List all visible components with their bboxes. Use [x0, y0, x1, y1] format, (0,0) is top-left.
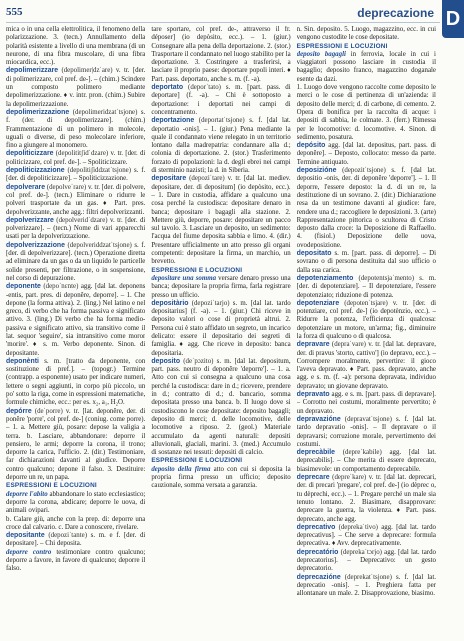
headword: depolimerizzazione: [6, 108, 70, 116]
dictionary-entry: [151, 466, 290, 491]
pronunciation: (depoziˈtarjo): [191, 299, 230, 307]
definition-text: s. m. [tratto da deponente, con sostituzione di pref.]. – (topogr.) Termine (contrapp. a esponente) usato per indicare numeri, lettere o segni aggiunti, in corpo più piccolo, un po' sotto la riga, come in espressioni matematiche, formule chimiche, ecc.: per es. x₂, a₁, H₂O.: [6, 357, 146, 407]
headword: depositato: [296, 250, 332, 258]
headword: depositante: [6, 532, 45, 540]
pronunciation: (depoziˈtante): [48, 532, 87, 540]
definition-text: atto con cui si deposita la propria firma presso un ufficio; deposito cauzionale, somma versata a garanzia.: [151, 465, 291, 490]
definition-text: agg. [dal lat. deprecabilis]. – Che merita di essere deprecato, biasimevole: un comportamento deprecabile.: [296, 449, 436, 473]
headword: depravazióne: [296, 415, 341, 423]
dictionary-entry: [6, 549, 145, 574]
headword: deponente: [6, 283, 41, 291]
headword: deprecàbile: [296, 449, 335, 457]
dictionary-entry: [297, 524, 436, 549]
headword: deponènti: [6, 357, 39, 365]
headword: depolverizzazione: [6, 241, 65, 249]
pronunciation: (depotentsjaˈmento): [358, 274, 415, 282]
definition-text: v. tr. [der. di polimerizzare, col pref. de-]. – (chim.) Scindere un composto polimero mediante depolimerizzazione. ♦ v. intr. pron. (chim.) Subire la depolimerizzazione.: [6, 67, 146, 108]
headword: deportato: [151, 84, 184, 92]
dictionary-entry: [297, 167, 436, 250]
pronunciation: (deˈpɔzito): [183, 357, 214, 365]
dictionary-entry: [297, 474, 436, 524]
definition-text: agg. [dal lat. deponens -entis, part. pres. di deponĕre, deporre]. – 1. Che depone (la forma attiva). 2. (ling.) Nel latino e nel greco, di verbo che ha forma passiva e significato attivo. 3. (ling.) Di verbo che ha forma medio-passiva e significato attivo, sia transitivo come il lat. sequor 'seguire', sia intransitivo come moror 'morire'. ♦ s. m. Verbo deponente. Sinon. di depositante.: [6, 283, 146, 357]
dictionary-entry: [297, 416, 436, 449]
entry-continuation: [297, 84, 436, 142]
definition-text: v. tr. [der. di potenziare, col pref. de-] (io depotènzio, ecc.). – Ridurre la potenza, l'efficienza di qualcosa: depotenziare un motore, un'arma; fig., diminuire la forza di qualcuno o di qualcosa.: [296, 299, 436, 340]
pronunciation: (deprekaˈtɔrjo): [340, 548, 382, 556]
dictionary-columns: [6, 26, 436, 638]
dictionary-entry: [6, 150, 145, 167]
pronunciation: (depolimer|dzˈare): [61, 67, 113, 75]
dictionary-entry: [151, 117, 290, 175]
definition-text: s. f. [dal lat. tardo depravatio -onis]. – Il depravare o il depravarsi; corruzione morale, pervertimento dei costumi.: [296, 415, 436, 448]
definition-text: s. f. [dal lat. deportatio -onis]. – 1. (giur.) Pena mediante la quale il condannato viene relegato in un territorio lontano dalla madrepatria: condannare alla d.; colonia di deportazione. 2. (stor.) Trasferimento forzato di popolazioni: la d. degli ebrei nei campi di sterminio nazisti; la d. in Siberia.: [151, 117, 291, 175]
dictionary-entry: [297, 250, 436, 275]
definition-text: in ferrovia, locale in cui i viaggiatori possono lasciare in custodia il bagaglio; deposito franco, magazzino doganale esente da dazi.: [296, 50, 436, 83]
section-heading: [151, 457, 290, 465]
definition-text: agg. [dal lat. depositus, part. pass. di deponĕre]. – Deposto, collocato: messo da parte. Termine antiquato.: [296, 142, 436, 166]
dictionary-entry: [6, 109, 145, 150]
definition-text: s. m. e f. [der. di depositare]. – Chi deposita.: [6, 532, 146, 548]
column-2: [151, 26, 290, 638]
definition-text: v. tr. [dal lat. depravare, der. di pravus 'storto, cattivo'] (io depravo, ecc.). – Corrompere moralmente, pervertire: il gioco l'aveva depravato. ♦ Part. pass. depravato, anche agg. e s. m. (f. -a): persona depravata, individuo depravato; un giovane depravato.: [296, 341, 436, 390]
headword: depositare: [151, 175, 187, 183]
definition-text: n. Sin. deposito. 5. Luogo, magazzino, ecc. in cui vengono custodite le cose depositate.: [296, 26, 436, 42]
definition-text: s. m. [part. pass. di deporre]. – Di sovrano o di persona destituita dal suo ufficio o dalla sua carica.: [296, 250, 436, 274]
pronunciation: (depreˈkare): [332, 474, 367, 482]
page-number: 555: [6, 6, 23, 18]
dictionary-entry: [151, 275, 290, 300]
definition-text: v. tr. [dal lat. deprecari, der. di precari 'pregare', col pref. de-] (io dèprec o, tu dèprechi, ecc.). – 1. Pregare perché un male sia tenuto lontano. 2. Biasimare, disapprovare: deprecare la guerra, la violenza. ♦ Part. pass. deprecato, anche agg.: [296, 474, 436, 523]
dictionary-entry: [297, 549, 436, 574]
pronunciation: (depolveriddzatˈtsjone): [67, 241, 132, 249]
dictionary-entry: [297, 300, 436, 341]
dictionary-entry: [151, 300, 290, 358]
pronunciation: (depolitiʃiddzatˈtsjone): [67, 167, 132, 175]
dictionary-entry: [6, 283, 145, 358]
section-label: ESPRESSIONI E LOCUZIONI: [6, 482, 97, 490]
pronunciation: (depoziˈtare): [189, 175, 225, 183]
pronunciation: (depolimeridzatˈtsjone): [72, 108, 138, 116]
headword: depórre: [6, 407, 32, 415]
pronunciation: (depotenˈtsjare): [344, 299, 388, 307]
header-divider: [6, 22, 440, 23]
definition-text: b. Calare giù, anche con la prep. di: deporre una croce dal calvario. c. Dare a conoscere, rivelare.: [6, 515, 146, 531]
definition-text: s. f. [dal lat. deprecatio -onis]. – 1. Preghiera fatta per allontanare un male. 2. Disapprovazione, biasimo.: [296, 573, 436, 598]
headword: depravato: [296, 391, 330, 399]
definition-text: s. f. [der. di depoliticizzare]. – Spoliticizzazione.: [6, 167, 146, 183]
definition-text: tare sportare, col pref. de-, attraverso il fr. déposer] (io depòsito, ecc.). – 1. (giur.) Consegnare alla pena della deportazione. 2. (stor.) Trasportare il condannato nel luogo stabilito per la deportazione. 3. Costringere a trasferirsi, a lasciare il proprio paese: deportare popoli interi. ♦ Part. pass. deportato, anche s. m. (f. -a).: [151, 26, 291, 83]
dictionary-entry: [151, 84, 290, 117]
definition-text: v. tr. [dal lat. mediev. depositare, der. di depositum] (io depòsito, ecc.). – 1. Dare in custodia, affidare a qualcuno una cosa perché la custodisca: depositare denaro in banca; depositare i bagagli alla stazione. 2. Mettere giù, deporre, posare: depositare un pacco sul tavolo. 3. Lasciare un deposito, un sedimento: l'acqua del fiume deposita sabbia e limo. 4. (dir.) Presentare ufficialmente un atto presso gli organi competenti: depositare la firma, un marchio, un brevetto.: [151, 175, 291, 266]
pronunciation: (deportatˈtsjone): [198, 117, 245, 125]
dictionary-entry: [6, 408, 145, 483]
column-1: [6, 26, 145, 638]
headword: deprecativo: [296, 523, 336, 531]
dictionary-entry: [151, 175, 290, 266]
definition-text: abbandonare lo stato ecclesiastico; deporre la corona, abdicare; deporre le uova, di animali ovipari.: [6, 490, 146, 515]
pronunciation: (deprekatˈtsjone): [344, 573, 392, 581]
entry-continuation: [297, 26, 436, 43]
dictionary-entry: [6, 167, 145, 184]
pronunciation: (deporˈtato): [188, 84, 221, 92]
definition-text: s. f. [dal lat. depositio -onis, der. di deponĕre 'deporre']. – 1. Il deporre, l'essere deposto: la d. di un re, la destituzione di un sovrano. 2. (dir.) Dichiarazione resa da un testimone davanti al giudice: fare, rendere una d.; raccogliere le deposizioni. 3. (arte) Rappresentazione pittorica o scultorea di Cristo deposto dalla croce: la Deposizione di Raffaello. 4. (fisiol.) Deposizione delle uova, ovodeposizione.: [296, 167, 436, 249]
entry-continuation: [6, 516, 145, 533]
definition-text: s. m. [dal lat. tardo depositarius] (f. -a). – 1. (giur.) Chi riceve in deposito valori o cose di proprietà altrui. 2. Persona cui è stato affidato un segreto, un incarico delicato: essere il depositario dei segreti di famiglia. ♦ agg. Che riceve in deposito: banca depositaria.: [151, 299, 291, 357]
headword: deprecatório: [296, 548, 339, 556]
dictionary-entry: [6, 358, 145, 408]
section-label: ESPRESSIONI E LOCUZIONI: [296, 42, 388, 50]
headword: depolverare: [6, 183, 46, 191]
definition-text: s. m. [dal lat. depositum, part. pass. neutro di deponĕre 'deporre']. – 1. a. Atto con cui si consegna a qualcuno una cosa perché la custodisca: dare in d.; ricevere, prendere in d.; contratto di d.; d. bancario, somma depositata presso una banca. b. Il luogo dove si custodiscono le cose depositate: deposito bagagli; deposito di merci; d. delle locomotive, delle locomotive a riposo. 2. (geol.) Materiale accumulato da agenti naturali: depositi alluvionali, glaciali, marini. 3. (med.) Accumulo di sostanze nei tessuti: depositi di calcio.: [151, 357, 291, 457]
dictionary-entry: [151, 358, 290, 458]
pronunciation: (depozitˈtsjone): [342, 167, 386, 175]
dictionary-entry: [6, 184, 145, 217]
section-label: ESPRESSIONI E LOCUZIONI: [151, 457, 243, 465]
dictionary-entry: [6, 491, 145, 516]
headword: depósito: [296, 142, 326, 150]
headword: depoliticizzazione: [6, 167, 65, 175]
headword: deposizióne: [296, 167, 337, 175]
headword: depravare: [296, 341, 330, 349]
dictionary-entry: [297, 574, 436, 599]
dictionary-entry: [297, 341, 436, 391]
headword: deprecare: [296, 474, 330, 482]
headword: depoliticizzare: [6, 150, 54, 158]
section-label: ESPRESSIONI E LOCUZIONI: [151, 266, 243, 274]
headword: deprecazióne: [296, 573, 341, 581]
definition-text: s. m. [part. pass. di deportare] (f. -a). – Chi è sottoposto a deportazione: i deportati nei campi di concentramento.: [151, 84, 291, 116]
pronunciation: (depolveridˈdzare): [56, 216, 108, 224]
definition-text: v. tr. [lat. deponĕre, der. di ponĕre 'porre', col pref. de-] (coniug. come porre). – 1. a. Mettere giù, posare: depose la valigia a terra. b. Lasciare, abbandonare: deporre il pensiero, le armi; deporre la corona, il trono; deporre la carica, l'ufficio. 2. (dir.) Testimoniare, far dichiarazioni davanti al giudice. Deporre contro qualcuno; depone il falso. 3. Destituire: deporre un re, un papa.: [6, 407, 146, 482]
pronunciation: (depravatˈtsjone): [344, 415, 392, 423]
definition-text: agg. e s. m. [part. pass. di depravare]. – Corrotto nei costumi, moralmente pervertito; è un depravato.: [296, 391, 436, 415]
headword: depotenziare: [296, 299, 340, 307]
phrase: deposito della firma: [151, 465, 211, 473]
dictionary-entry: [6, 217, 145, 242]
pronunciation: (deˈporre): [34, 407, 63, 415]
headword: depotenziamento: [296, 274, 354, 282]
definition-text: agg. [dal lat. tardo deprecativus]. – Che serve a deprecare: formula deprecativa. ♦ Avv. deprecativamente.: [296, 523, 436, 548]
pronunciation: (depolveˈrare): [46, 183, 87, 191]
section-heading: [6, 482, 145, 490]
definition-text: v. tr. [der. di polverizzare]. – (tecn.) Nome di vari apparecchi usati per la depolverizzazione.: [6, 216, 146, 241]
definition-text: mica o in una cella elettrolitica, il fenomeno della polarizzazione. 3. (tecn.) Annullamento della polarità esistente a livello di una membrana (di un neurone, di una fibra muscolare, di una fibra miocardica, ecc.).: [6, 26, 146, 67]
definition-text: versare denaro presso una banca; depositare la propria firma, farla registrare presso un ufficio.: [151, 274, 291, 299]
definition-text: agg. [dal lat. tardo deprecatorius]. – Deprecativo: un gesto deprecatorio.: [296, 548, 436, 573]
pronunciation: (depraˈvare): [331, 341, 366, 349]
dictionary-entry: [6, 532, 145, 549]
running-head: deprecazione: [357, 6, 434, 20]
letter-tab: D: [442, 0, 464, 38]
entry-continuation: [151, 26, 290, 84]
headword: deportazione: [151, 117, 195, 125]
phrase: deporre contro: [6, 548, 52, 556]
definition-text: v. tr. [der. di politicizzare, col pref. de-]. – Spoliticizzare.: [6, 150, 146, 166]
phrase: deposito bagagli: [296, 50, 346, 58]
headword: depolverizzare: [6, 216, 54, 224]
pronunciation: (depreˈkabile): [342, 449, 382, 457]
definition-text: v. tr. [der. di polvere, col pref. de-]. (tecn.) Eliminare o ridurre le polveri trasportate da un gas. ♦ Part. pres. depolverizzante, anche agg.: filtri depolverizzanti.: [6, 183, 146, 216]
phrase: depositare una somma: [151, 274, 217, 282]
pronunciation: (deprekaˈtivo): [338, 523, 378, 531]
headword: deposito: [151, 357, 181, 365]
headword: depositàrio: [151, 299, 189, 307]
definition-text: s. f. (der. di depolimerizzare]. (chim.) Frammentazione di un polimero in molecole, uguali o diverse, di peso molecolare inferiore, fino a giungere al monomero.: [6, 108, 146, 150]
headword: depolimerizzare: [6, 67, 59, 75]
dictionary-entry: [297, 449, 436, 474]
definition-text: 1. Luogo dove vengono raccolte come deposito le merci o le cose di pertinenza di un'azienda: il deposito delle merci; d. di carbone, di cemento. 2. Opera di bonifica per la raccolta di acque: i depositi di sabbia, le colmate. 3. (ferr.) Rimessa per le locomotive: d. locomotive. 4. Sinon. di sedimento, posatura.: [296, 84, 436, 141]
section-heading: [297, 43, 436, 51]
entry-continuation: [6, 26, 145, 67]
pronunciation: (depoˈnɛnte): [43, 283, 79, 291]
dictionary-entry: [297, 275, 436, 300]
definition-text: s. f. [der. di depolverizzare]. (tecn.) Operazione diretta ad eliminare da un gas o da un liquido le particelle solide presenti, per filtrazione, o in sospensione, nel corso di depurazione.: [6, 241, 146, 282]
section-heading: [151, 267, 290, 275]
definition-text: testimoniare contro qualcuno; deporre a favore, in favore di qualcuno; deporre il falso.: [6, 548, 146, 573]
column-3: [297, 26, 436, 638]
phrase: deporre l'abito: [6, 490, 48, 498]
definition-text: s. m. [der. di depotenziare]. – Il depotenziare, l'essere depotenziato; riduzione di potenza.: [296, 274, 436, 299]
dictionary-entry: [297, 142, 436, 167]
dictionary-entry: [297, 391, 436, 416]
dictionary-entry: [297, 51, 436, 84]
dictionary-entry: [6, 242, 145, 283]
pronunciation: (depolititʃidˈdzare): [55, 150, 109, 158]
dictionary-entry: [6, 67, 145, 108]
